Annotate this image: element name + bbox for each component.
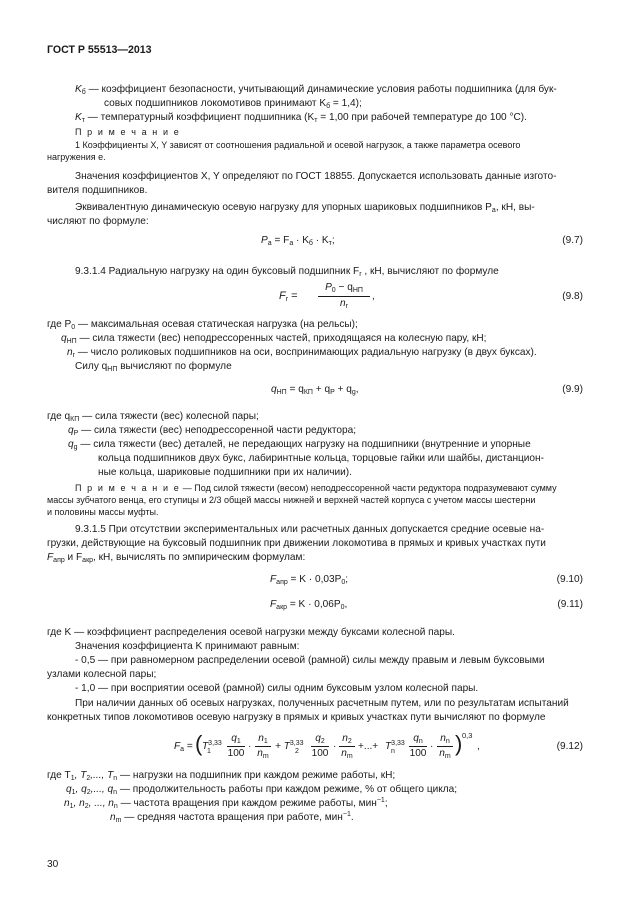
def-q: $q_1$, $q_2$,..., $q_n$ — продолжительность работы при каждом режиме, % от общего цикла; — [66, 784, 458, 796]
def-kb-line1: $K_б$ — коэффициент безопасности, учитывающий динамические условия работы подшипника (для бук- — [75, 84, 557, 96]
def-nr: $n_r$ — число роликовых подшипников на оси, воспринимающих радиальную нагрузку (в двух буксах). — [67, 347, 537, 359]
eq912-nm-a: $n_m$ — [257, 748, 269, 760]
para-k-line7: конкретных типов локомотивов осевую нагрузку в прямых и кривых участках пути вычисляют по формуле — [47, 712, 546, 723]
equation-9-8-numerator: $P_0 - q_{НП}$ — [325, 282, 363, 294]
fraction-bar — [437, 746, 453, 747]
def-p0: где $P_0$ — максимальная осевая статическая нагрузка (на рельсы); — [47, 319, 358, 331]
equation-9-7: $P_a = F_a \cdot K_б \cdot K_т$; — [261, 235, 335, 247]
fraction-bar — [339, 746, 355, 747]
eq912-dot-c: · — [430, 741, 434, 752]
eq912-100-c: 100 — [409, 748, 427, 759]
def-qg-line3: ные кольца, шариковые подшипники при их наличии). — [98, 467, 352, 478]
def-qr: $q_Р$ — сила тяжести (вес) неподрессоренной части редуктора; — [68, 425, 357, 437]
equation-number-9-12: (9.12) — [556, 741, 583, 752]
eq912-outer-exp: 0,3 — [462, 731, 473, 740]
equation-number-9-11: (9.11) — [557, 599, 583, 610]
equation-9-8-end: , — [372, 291, 375, 302]
eq912-t1-sub: 1 — [207, 748, 211, 755]
page-number: 30 — [47, 859, 59, 870]
para-pa-line2: числяют по формуле: — [47, 216, 149, 227]
note1-line1: 1 Коэффициенты X, Y зависят от соотношения радиальной и осевой нагрузок, а также параметра осевого — [75, 140, 521, 150]
eq912-dot-a: · — [248, 741, 252, 752]
eq912-100-a: 100 — [227, 748, 245, 759]
eq912-qn: $q_n$ — [413, 733, 423, 745]
def-qg-line2: кольца подшипников двух букс, лабиринтные кольца, торцовые гайки или шайбы, дистанцион- — [98, 453, 544, 464]
eq912-nn: $n_n$ — [440, 733, 450, 745]
para-9-3-1-4: 9.3.1.4 Радиальную нагрузку на один буксовый подшипник $F_r$ , кН, вычисляют по формуле — [75, 266, 499, 278]
equation-9-9: $q_{НП} = q_{КП} + q_Р + q_g$, — [271, 384, 359, 396]
para-k-line3: - 0,5 — при равномерном распределении осевой (рамной) силы между правым и левым буксовыми — [75, 655, 545, 666]
para-9-3-1-5-line1: 9.3.1.5 При отсутствии экспериментальных или расчетных данных допускается средние осевые на- — [75, 524, 545, 535]
eq912-end: , — [477, 741, 480, 752]
equation-number-9-10: (9.10) — [556, 574, 583, 585]
note1-line2: нагружения e. — [47, 152, 106, 162]
para-pa-line1: Эквивалентную динамическую осевую нагрузку для упорных шариковых подшипников $P_а$, кН, вы- — [75, 202, 535, 214]
eq912-nm-b: $n_m$ — [341, 748, 353, 760]
fraction-bar — [409, 746, 427, 747]
eq912-t1: T$^{3,33}$ — [202, 740, 222, 752]
eq912-dot-b: · — [333, 741, 337, 752]
equation-number-9-9: (9.9) — [562, 384, 583, 395]
def-t: где $T_1$, $T_2$,..., $T_n$ — нагрузки на подшипник при каждом режиме работы, кН; — [47, 770, 396, 782]
def-qkp: где $q_{КП}$ — сила тяжести (вес) колесной пары; — [47, 411, 259, 423]
fraction-bar — [311, 746, 329, 747]
para-k-line4: узлами колесной пары; — [47, 669, 157, 680]
para-9-3-1-5-line2: грузки, действующие на буксовый подшипник при движении локомотива в прямых и кривых участках пути — [47, 538, 546, 549]
para-xy-line1: Значения коэффициентов X, Y определяют по ГОСТ 18855. Допускается использовать данные изгото- — [75, 171, 557, 182]
equation-number-9-7: (9.7) — [562, 235, 583, 246]
def-qnp: $q_{НП}$ — сила тяжести (вес) неподрессоренных частей, приходящаяся на колесную пару, кН; — [61, 333, 487, 345]
eq912-open-paren: ( — [195, 731, 203, 756]
note2-line1: П р и м е ч а н и е — Под силой тяжести (весом) неподрессоренной части редуктора подразумевают сумму — [75, 483, 557, 493]
eq912-t2-sub: 2 — [295, 748, 299, 755]
def-kb-line2: совых подшипников локомотивов принимают $K_б = 1,4$); — [104, 98, 362, 110]
eq912-lhs: $F_a$ = — [174, 741, 193, 753]
para-9-3-1-5-line3: $F_{апр}$ и $F_{акр}$, кН, вычислять по эмпирическим формулам: — [47, 552, 306, 564]
fraction-bar — [227, 746, 245, 747]
equation-9-11: $F_{акр} = K \cdot 0,06P_0$, — [270, 599, 348, 611]
para-k-line6: При наличии данных об осевых нагрузках, полученных расчетным путем, или по результатам испытаний — [75, 698, 569, 709]
fraction-bar — [318, 296, 370, 297]
eq912-q2: $q_2$ — [315, 733, 325, 745]
para-k-line5: - 1,0 — при восприятии осевой (рамной) силы одним буксовым узлом колесной пары. — [75, 683, 479, 694]
para-xy-line2: вителя подшипников. — [47, 185, 148, 196]
para-k-line1: где K — коэффициент распределения осевой нагрузки между буксами колесной пары. — [47, 627, 455, 638]
def-qg-line1: $q_g$ — сила тяжести (вес) деталей, не передающих нагрузку на подшипники (внутренние и упорные — [68, 439, 531, 451]
eq912-nm-c: $n_m$ — [439, 748, 451, 760]
def-n: $n_1$, $n_2$, ..., $n_n$ — частота вращения при каждом режиме работы, мин$^{-1}$; — [64, 797, 388, 810]
def-nm: $n_m$ — средняя частота вращения при работе, мин$^{-1}$. — [110, 811, 354, 824]
eq912-q1: $q_1$ — [231, 733, 241, 745]
note2-line2: массы зубчатого венца, его ступицы и 2/3 общей массы нижней и верхней частей корпуса с учетом массы шестерни — [47, 495, 536, 505]
equation-9-10: $F_{апр} = K \cdot 0,03P_0$; — [270, 574, 349, 586]
note1-label: П р и м е ч а н и е — [75, 127, 181, 137]
fraction-bar — [255, 746, 271, 747]
equation-9-8-denominator: $n_r$ — [340, 298, 348, 310]
standard-header: ГОСТ Р 55513—2013 — [47, 44, 152, 56]
eq912-t2: + T$^{3,33}$ — [275, 740, 304, 752]
eq912-n2: $n_2$ — [342, 733, 352, 745]
eq912-close-paren: ) — [455, 731, 463, 756]
equation-number-9-8: (9.8) — [562, 291, 583, 302]
note2-line3: и половины массы муфты. — [47, 507, 159, 517]
eq912-n1: $n_1$ — [258, 733, 268, 745]
def-kt: $K_т$ — температурный коэффициент подшипника ($K_т = 1,00$ при рабочей температуре до 100 °С). — [75, 112, 527, 124]
para-force-qnp: Силу $q_{НП}$ вычисляют по формуле — [75, 361, 232, 373]
equation-9-8-lhs: $F_r$ = — [279, 290, 298, 303]
eq912-dots: +...+ — [358, 741, 379, 752]
para-k-line2: Значения коэффициента K принимают равным: — [75, 641, 300, 652]
eq912-tn-sub: n — [391, 748, 395, 755]
eq912-100-b: 100 — [311, 748, 329, 759]
eq912-tn: T$^{3,33}$ — [385, 740, 405, 752]
